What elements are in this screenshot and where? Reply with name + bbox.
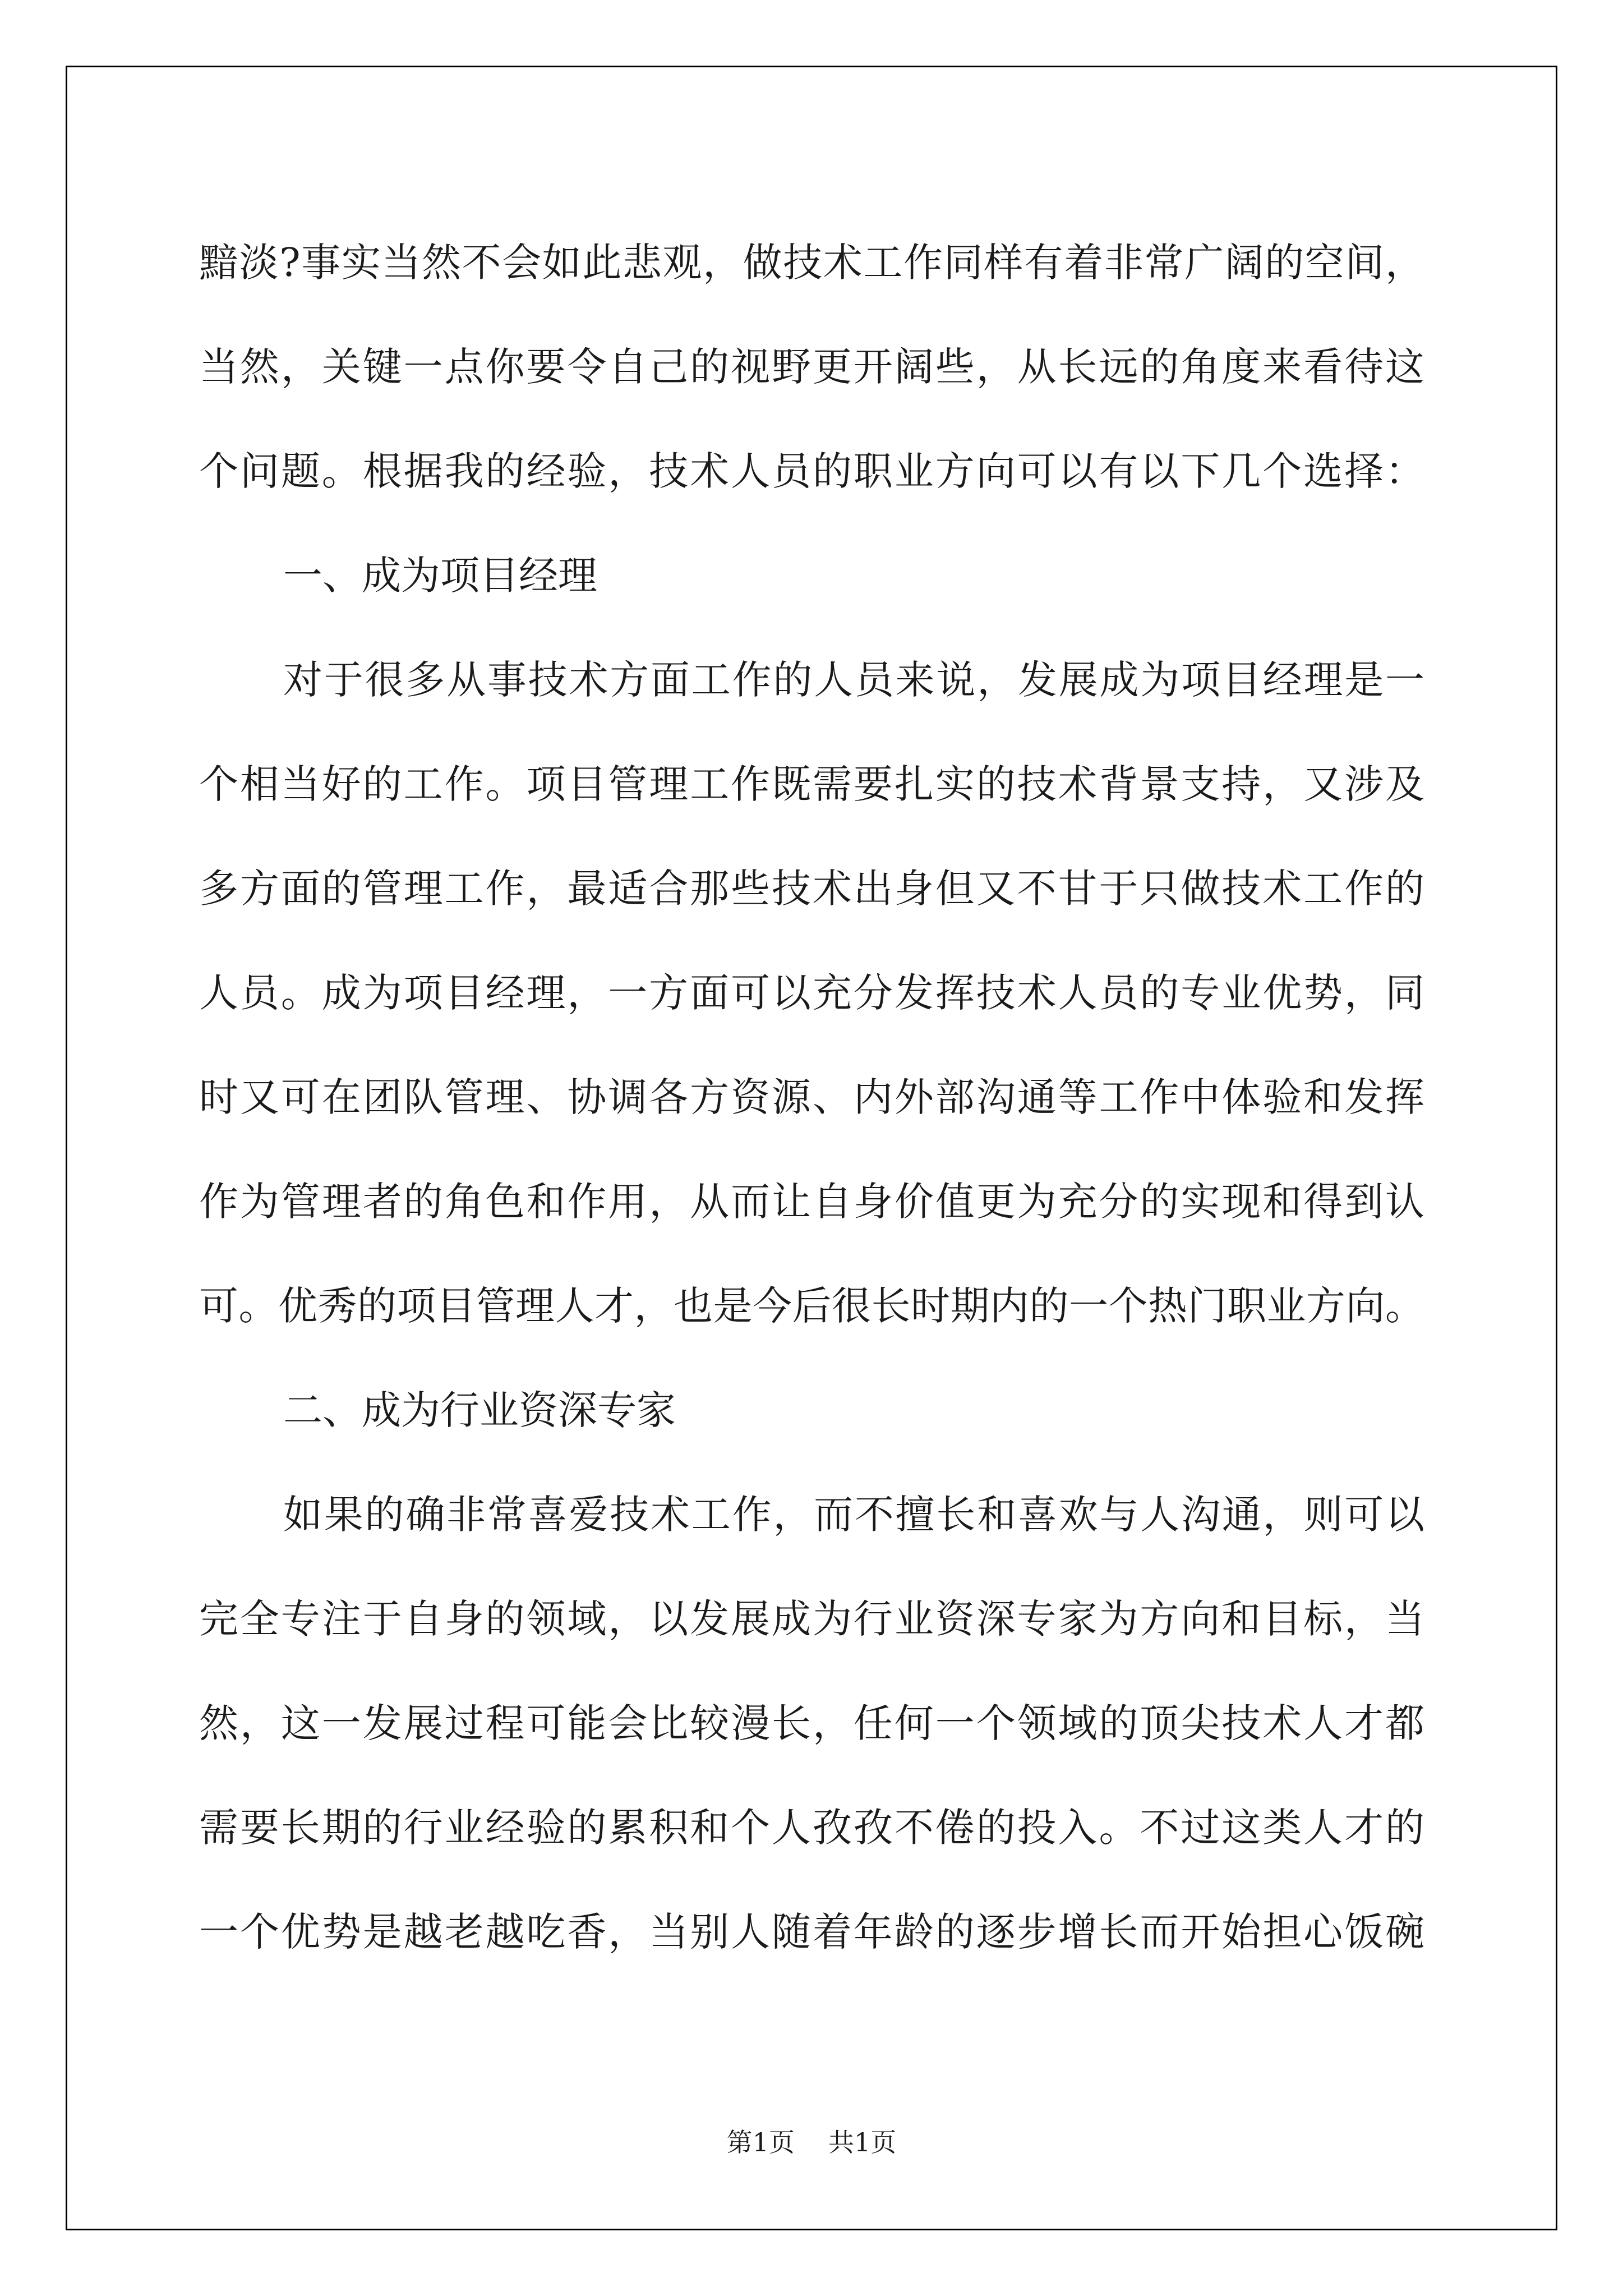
text-line: 一个优势是越老越吃香，当别人随着年龄的逐步增长而开始担心饭碗 <box>199 1909 1424 1955</box>
text-line: 对于很多从事技术方面工作的人员来说，发展成为项目经理是一 <box>283 657 1424 703</box>
page-total: 共1页 <box>828 2127 897 2157</box>
text-line: 需要长期的行业经验的累积和个人孜孜不倦的投入。不过这类人才的 <box>199 1805 1424 1851</box>
text-line: 如果的确非常喜爱技术工作，而不擅长和喜欢与人沟通，则可以 <box>283 1492 1424 1538</box>
section-heading: 二、成为行业资深专家 <box>283 1387 676 1433</box>
document-body <box>199 210 1424 1984</box>
section-heading: 一、成为项目经理 <box>283 553 597 599</box>
text-line: 黯淡?事实当然不会如此悲观，做技术工作同样有着非常广阔的空间， <box>199 240 1424 286</box>
text-line: 时又可在团队管理、协调各方资源、内外部沟通等工作中体验和发挥 <box>199 1074 1424 1120</box>
text-line: 多方面的管理工作，最适合那些技术出身但又不甘于只做技术工作的 <box>199 866 1424 912</box>
text-line: 可。优秀的项目管理人才，也是今后很长时期内的一个热门职业方向。 <box>199 1283 1424 1329</box>
text-line: 当然，关键一点你要令自己的视野更开阔些，从长远的角度来看待这 <box>199 344 1424 390</box>
text-line: 然，这一发展过程可能会比较漫长，任何一个领域的顶尖技术人才都 <box>199 1700 1424 1746</box>
page-number: 第1页 <box>726 2127 795 2157</box>
text-line: 作为管理者的角色和作用，从而让自身价值更为充分的实现和得到认 <box>199 1179 1424 1225</box>
page-footer <box>0 2125 1623 2159</box>
text-line: 个相当好的工作。项目管理工作既需要扎实的技术背景支持，又涉及 <box>199 761 1424 807</box>
text-line: 完全专注于自身的领域，以发展成为行业资深专家为方向和目标，当 <box>199 1596 1424 1642</box>
text-line: 个问题。根据我的经验，技术人员的职业方向可以有以下几个选择： <box>199 448 1424 494</box>
text-line: 人员。成为项目经理，一方面可以充分发挥技术人员的专业优势，同 <box>199 970 1424 1016</box>
